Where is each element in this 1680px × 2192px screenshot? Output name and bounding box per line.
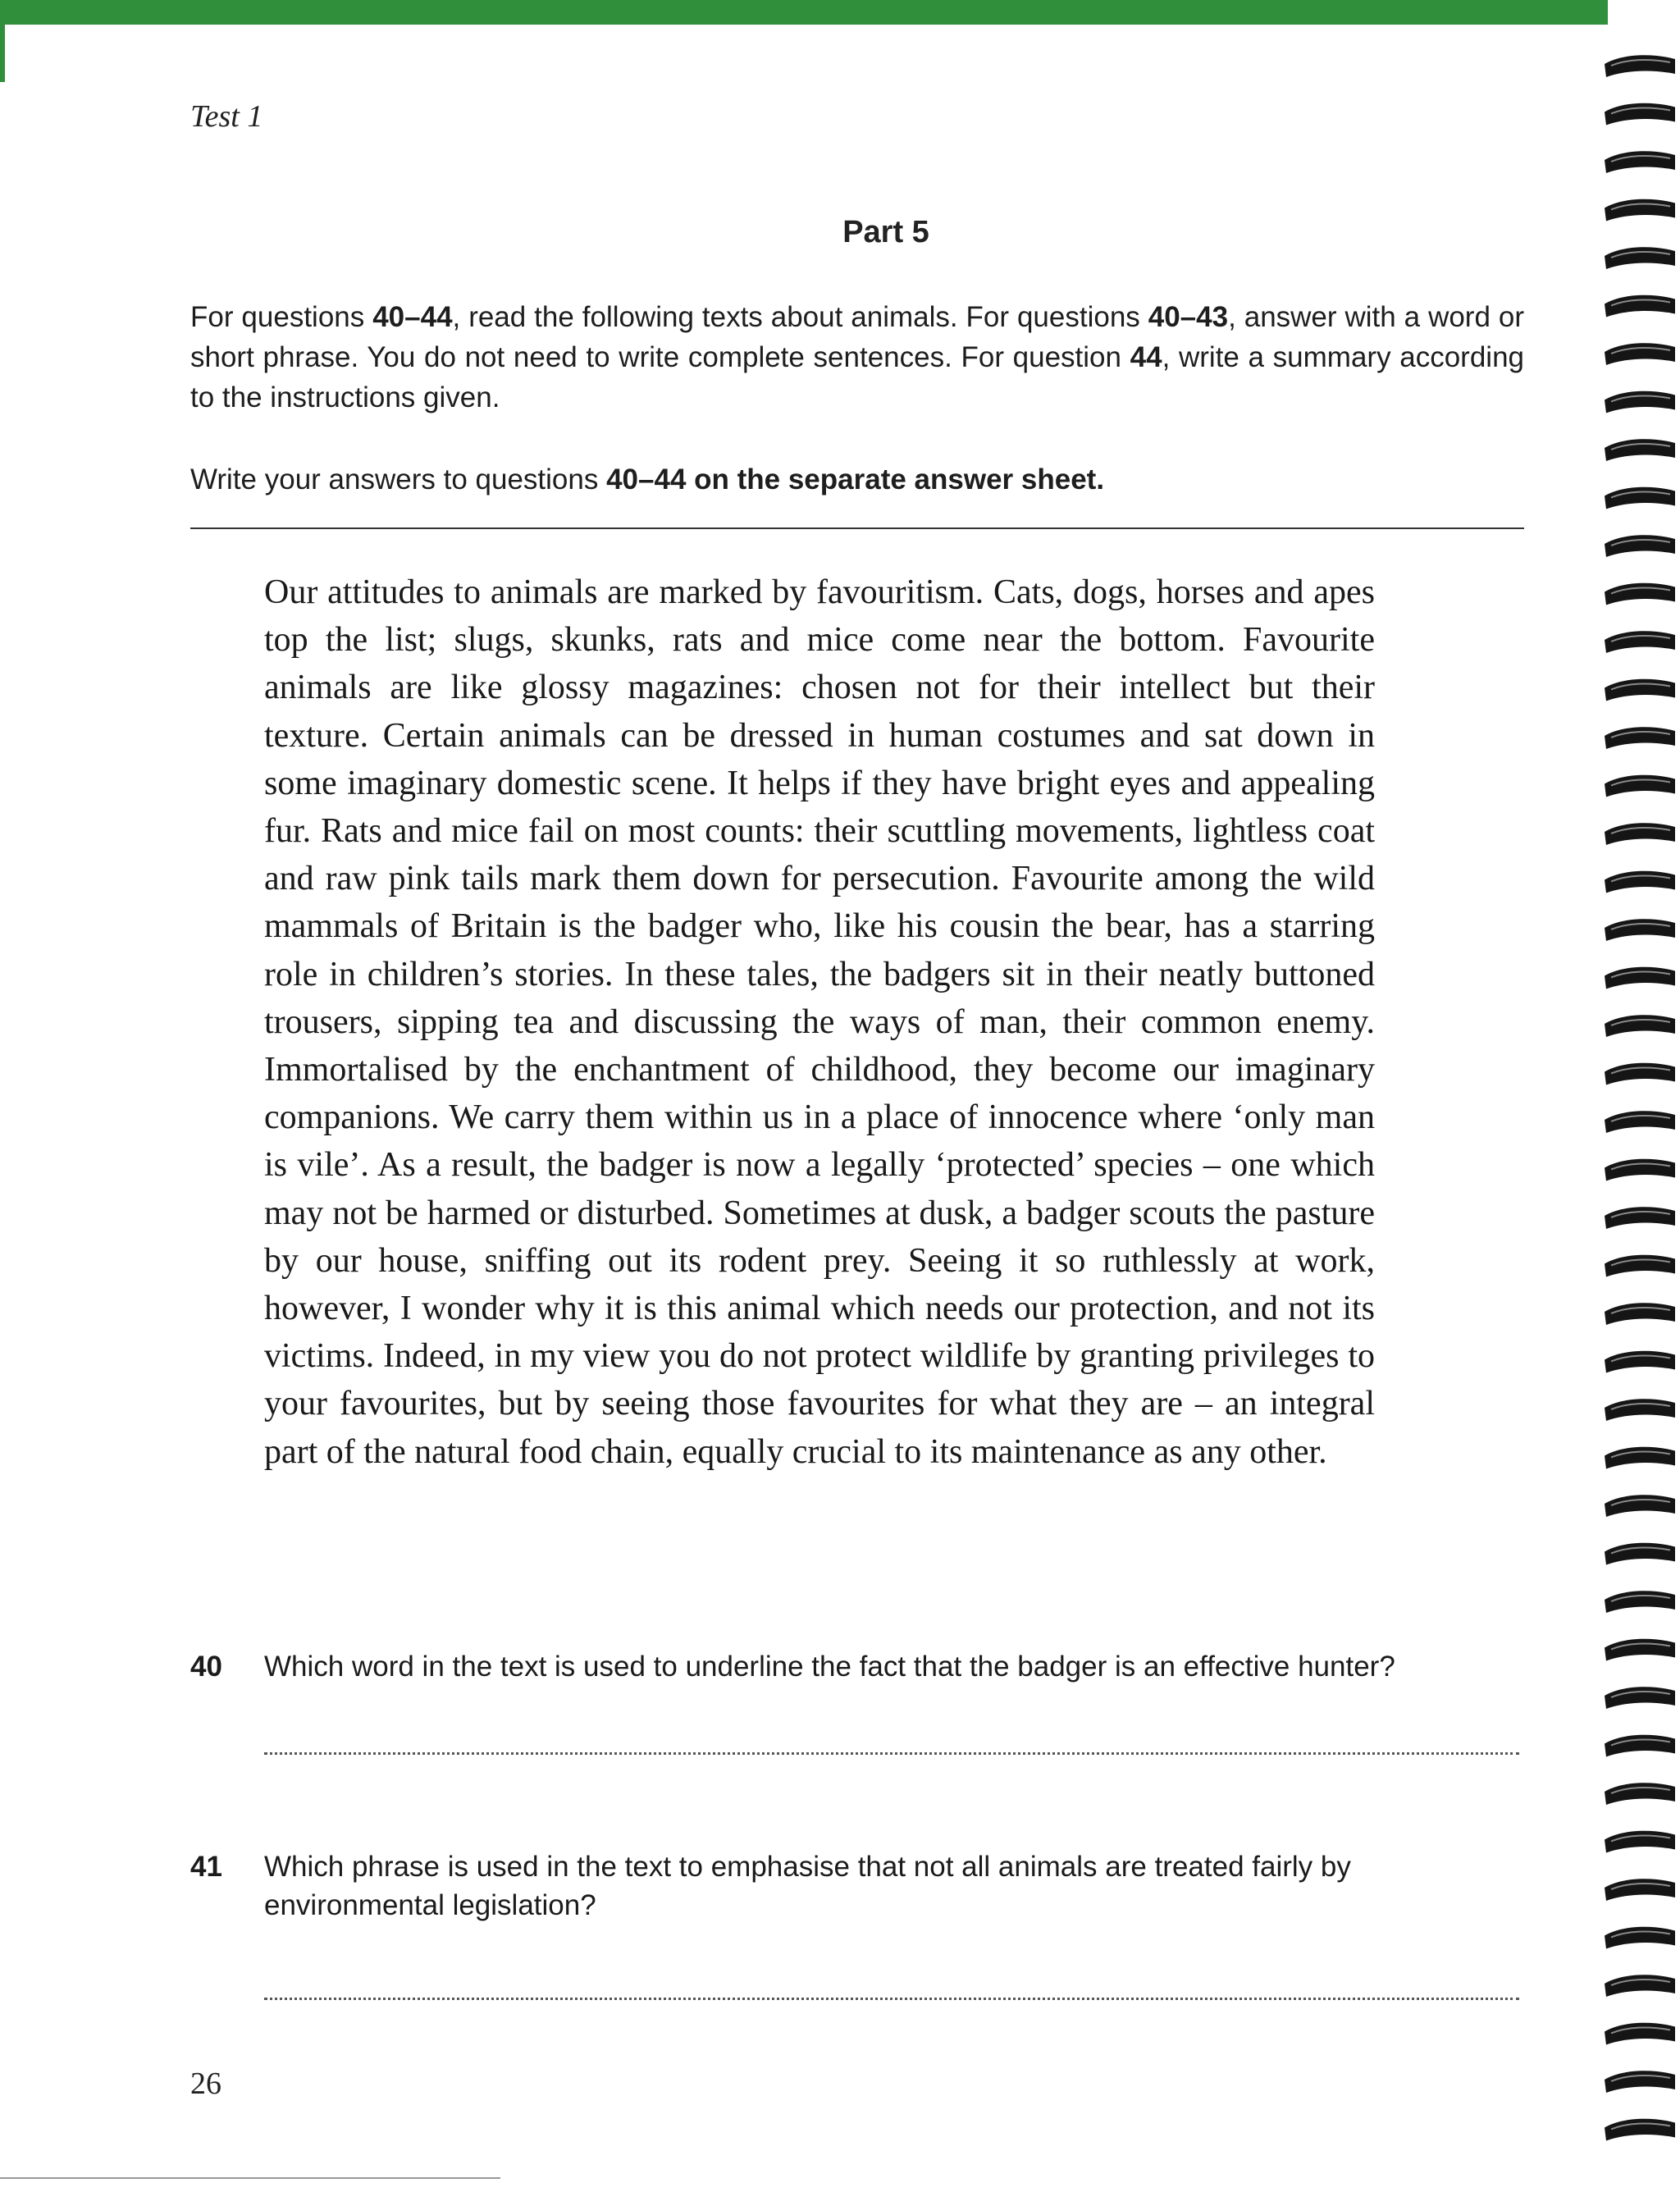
spiral-coil <box>1605 727 1675 749</box>
spiral-coil <box>1605 295 1675 317</box>
spiral-coil <box>1605 775 1675 797</box>
spiral-coil <box>1605 199 1675 221</box>
spiral-coil <box>1605 1063 1675 1085</box>
spiral-coil <box>1605 1111 1675 1133</box>
question-number: 41 <box>190 1851 222 1883</box>
left-green-border <box>0 25 5 82</box>
instructions-question-range: 40–44 <box>372 301 453 333</box>
spiral-coil <box>1605 247 1675 269</box>
spiral-coil <box>1605 2023 1675 2045</box>
spiral-coil <box>1605 103 1675 126</box>
spiral-coil <box>1605 919 1675 941</box>
section-divider <box>190 527 1524 529</box>
instructions-question-range: 40–43 <box>1148 301 1229 333</box>
answer-line-41[interactable] <box>264 1998 1519 2000</box>
question-number: 40 <box>190 1651 222 1683</box>
spiral-coil <box>1605 1543 1675 1565</box>
spiral-coil <box>1605 1159 1675 1181</box>
bottom-edge-line <box>0 2177 500 2179</box>
spiral-coil <box>1605 1207 1675 1229</box>
answer-line-40[interactable] <box>264 1752 1519 1755</box>
page-number: 26 <box>190 2066 221 2101</box>
spiral-binding <box>1600 25 1680 2192</box>
spiral-coil <box>1605 1783 1675 1805</box>
spiral-coil <box>1605 1831 1675 1853</box>
spiral-coil <box>1605 583 1675 605</box>
instructions-text: , write a summary according to the instructions given. <box>190 341 1525 413</box>
spiral-coil <box>1605 1447 1675 1469</box>
instructions-question-number: 44 <box>1130 341 1162 373</box>
answer-note-text: Write your answers to questions <box>190 464 607 495</box>
spiral-coil <box>1605 487 1675 509</box>
spiral-coil <box>1605 967 1675 989</box>
top-green-border <box>0 0 1608 25</box>
question-text: Which phrase is used in the text to emphasise that not all animals are treated fairly by environmental legislation? <box>264 1851 1351 1921</box>
spiral-coil <box>1605 1879 1675 1901</box>
spiral-coil <box>1605 1255 1675 1277</box>
spiral-coil <box>1605 2071 1675 2093</box>
spiral-coil <box>1605 391 1675 413</box>
instructions <box>190 297 1524 418</box>
answer-note-bold: 40–44 on the separate answer sheet. <box>606 464 1105 495</box>
instructions-text: For questions <box>190 301 373 333</box>
spiral-coil <box>1605 343 1675 365</box>
spiral-coil <box>1605 631 1675 653</box>
spiral-coil <box>1605 1687 1675 1709</box>
spiral-coil <box>1605 535 1675 557</box>
spiral-coil <box>1605 2119 1675 2141</box>
running-head: Test 1 <box>190 99 263 134</box>
answer-sheet-note <box>190 459 1524 500</box>
part-title: Part 5 <box>842 215 929 249</box>
spiral-coil <box>1605 1735 1675 1757</box>
spiral-coil <box>1605 1927 1675 1949</box>
instructions-text: , answer with a word or short phrase. You do not need to write complete sentences. For question <box>190 301 1524 373</box>
reading-passage: Our attitudes to animals are marked by favouritism. Cats, dogs, horses and apes top the list; slugs, skunks, rats and mice come near the bottom. Favourite animals are like glossy magazines: chosen not for their intellect but their texture. Certain animals can be dressed in human costumes and sat down in some imaginary domestic scene. It helps if they have bright eyes and appealing fur. Rats and mice fail on most counts: their scuttling movements, lightless coat and raw pink tails mark them down for persecution. Favourite among the wild mammals of Britain is the badger who, like his cousin the bear, has a starring role in children’s stories. In these tales, the badgers sit in their neatly buttoned trousers, sipping tea and discussing the ways of man, their common enemy. Immortalised by the enchantment of childhood, they become our imaginary companions. We carry them within us in a place of innocence where ‘only man is vile’. As a result, the badger is now a legally ‘protected’ species – one which may not be harmed or disturbed. Sometimes at dusk, a badger scouts the pasture by our house, sniffing out its rodent prey. Seeing it so ruthlessly at work, however, I wonder why it is this animal which needs our protection, and not its victims. Indeed, in my view you do not protect wildlife by granting privileges to your favourites, but by seeing those favourites for what they are – an integral part of the natural food chain, equally crucial to its maintenance as any other. <box>264 573 1375 1471</box>
spiral-coil <box>1605 439 1675 461</box>
spiral-coil <box>1605 151 1675 173</box>
spiral-coil <box>1605 1975 1675 1997</box>
spiral-coil <box>1605 1639 1675 1661</box>
spiral-coil <box>1605 1399 1675 1421</box>
spiral-coil <box>1605 1303 1675 1325</box>
instructions-text: , read the following texts about animals. For questions <box>452 301 1148 333</box>
spiral-coil <box>1605 55 1675 77</box>
spiral-coil <box>1605 1495 1675 1517</box>
spiral-coil <box>1605 1015 1675 1037</box>
question-text: Which word in the text is used to underline the fact that the badger is an effective hunter? <box>264 1651 1395 1683</box>
spiral-coil <box>1605 871 1675 893</box>
spiral-coil <box>1605 1591 1675 1613</box>
spiral-coil <box>1605 679 1675 701</box>
spiral-coil <box>1605 823 1675 845</box>
spiral-coil <box>1605 1351 1675 1373</box>
